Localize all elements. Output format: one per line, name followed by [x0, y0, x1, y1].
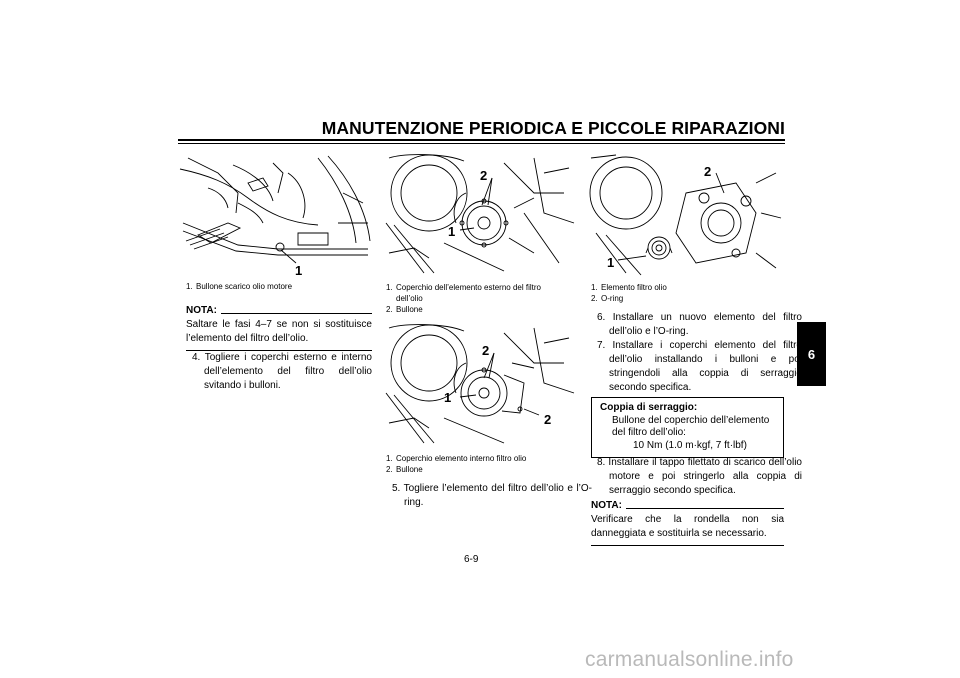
- caption-figure-1: [186, 281, 292, 292]
- watermark: carmanualsonline.info: [585, 648, 794, 671]
- callout-1: 1: [444, 390, 452, 405]
- step-5: 5. Togliere l’elemento del filtro dell’olio e l’O-ring.: [392, 483, 592, 508]
- callout-2b: 2: [544, 412, 552, 427]
- nota-rule: [221, 313, 372, 314]
- filter-element-illustration: [586, 153, 782, 279]
- figure-outer-cover: [384, 153, 576, 279]
- figure-inner-cover: [384, 323, 576, 449]
- step-4: 4. Togliere i coperchi esterno e interno dell’elemento del filtro dell’olio svitando i bulloni.: [192, 352, 372, 391]
- nota-label: NOTA:: [186, 305, 217, 316]
- torque-title: Coppia di serraggio:: [600, 402, 698, 413]
- caption-text: Coperchio dell’elemento esterno del filtro: [396, 283, 541, 292]
- torque-item: Bullone del coperchio dell’elemento del filtro dell’olio:: [612, 414, 770, 438]
- inner-cover-illustration: [384, 323, 576, 449]
- figure-drain-bolt: [178, 153, 373, 277]
- caption-figure-3: [386, 453, 526, 475]
- caption-num: 1.: [386, 454, 393, 463]
- step-8: 8. Installare il tappo filettato di scarico dell’olio motore e poi stringerlo alla coppia di serraggio secondo specifica.: [597, 457, 802, 496]
- caption-text: Coperchio elemento interno filtro olio: [396, 454, 527, 463]
- nota-right: [591, 500, 784, 546]
- caption-text: O-ring: [601, 294, 624, 303]
- outer-cover-illustration: [384, 153, 576, 279]
- caption-num: 2.: [591, 294, 598, 303]
- page-number: 6-9: [464, 554, 479, 565]
- nota-text: Verificare che la rondella non sia danneggiata e sostituirla se necessario.: [591, 514, 784, 539]
- caption-num: 1.: [386, 283, 393, 292]
- callout-2: 2: [704, 164, 712, 179]
- drain-bolt-illustration: [178, 153, 373, 277]
- caption-text: Bullone: [396, 465, 423, 474]
- caption-text: Bullone: [396, 305, 423, 314]
- nota-rule: [626, 508, 784, 509]
- callout-2: 2: [482, 343, 490, 358]
- caption-text-cont: dell’olio: [396, 294, 423, 303]
- caption-text: Elemento filtro olio: [601, 283, 667, 292]
- caption-num: 1.: [591, 283, 598, 292]
- title-rule-thin: [178, 143, 785, 144]
- callout-1: 1: [448, 224, 456, 239]
- torque-value: 10 Nm (1.0 m·kgf, 7 ft·lbf): [633, 439, 747, 451]
- caption-figure-2: [386, 282, 571, 315]
- caption-num: 2.: [386, 305, 393, 314]
- callout-2: 2: [480, 168, 488, 183]
- nota-label: NOTA:: [591, 500, 622, 511]
- callout-1: 1: [295, 263, 303, 277]
- step-7: 7. Installare i coperchi elemento del filtro dell’olio installando i bulloni e poi stringendoli alla coppia di serraggio secondo specifica.: [597, 340, 802, 393]
- callout-1: 1: [607, 255, 615, 270]
- nota-left: [186, 305, 372, 351]
- nota-end-rule: [591, 545, 784, 546]
- nota-text: Saltare le fasi 4–7 se non si sostituisce l’elemento del filtro dell’olio.: [186, 319, 372, 344]
- chapter-tab-label: 6: [807, 346, 816, 362]
- torque-spec-box: [591, 397, 784, 458]
- caption-text: Bullone scarico olio motore: [196, 282, 293, 291]
- caption-num: 1.: [186, 282, 193, 291]
- step-6: 6. Installare un nuovo elemento del filtro dell’olio e l’O-ring.: [597, 312, 802, 337]
- page-title: MANUTENZIONE PERIODICA E PICCOLE RIPARAZIONI: [321, 118, 785, 138]
- caption-figure-4: [591, 282, 667, 304]
- figure-filter-element: [586, 153, 782, 279]
- caption-num: 2.: [386, 465, 393, 474]
- title-rule: [178, 139, 785, 141]
